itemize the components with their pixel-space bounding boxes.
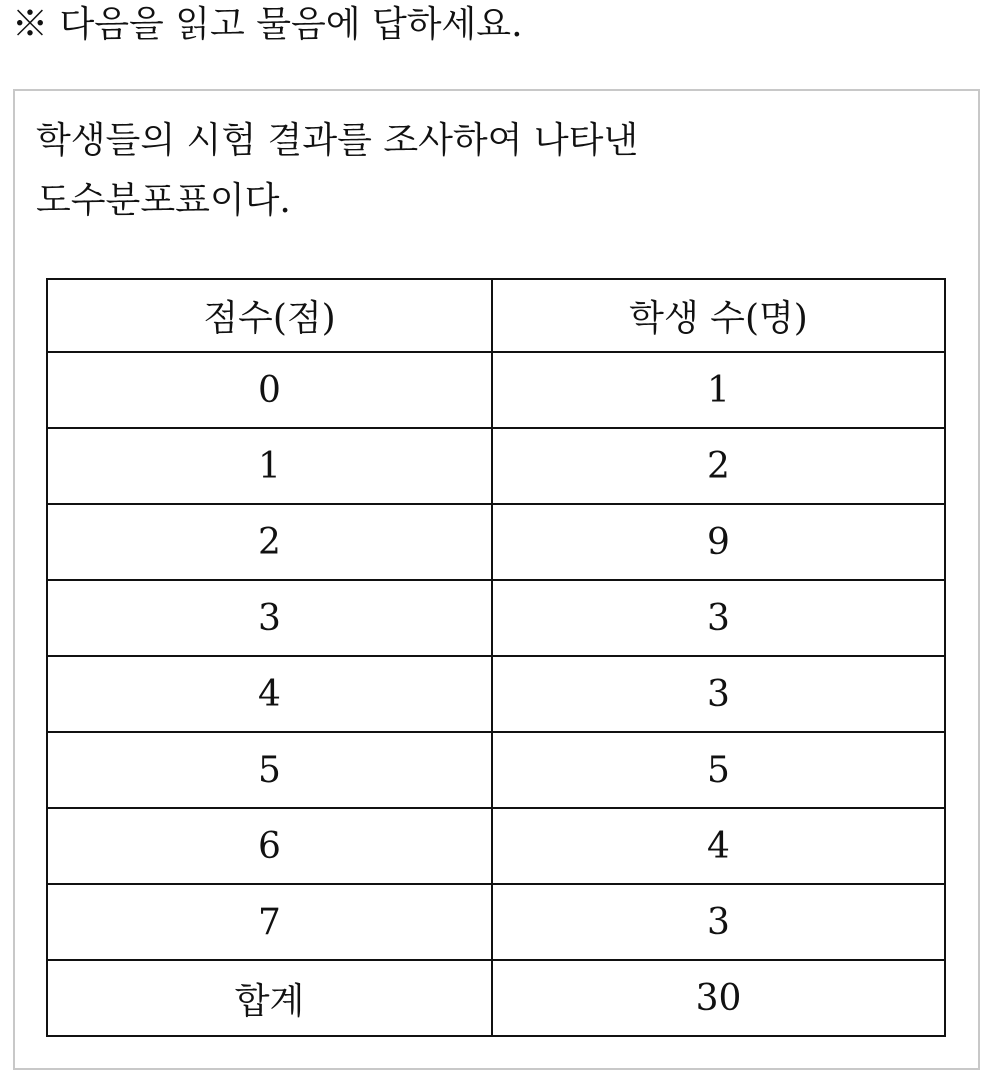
total-label-cell: 합계 [47,960,492,1036]
students-cell: 2 [492,428,945,504]
table-header-row [47,279,945,352]
table-row [47,352,945,428]
description-line-1: 학생들의 시험 결과를 조사하여 나타낸 [36,120,639,161]
instruction-text: ※ 다음을 읽고 물음에 답하세요. [12,4,523,45]
problem-description [36,111,638,231]
description-line-2: 도수분포표이다. [36,180,291,221]
score-cell: 6 [47,808,492,884]
score-cell: 5 [47,732,492,808]
students-cell: 4 [492,808,945,884]
problem-box [13,89,980,1070]
table-row [47,428,945,504]
score-cell: 4 [47,656,492,732]
students-cell: 9 [492,504,945,580]
table-row [47,732,945,808]
students-cell: 3 [492,656,945,732]
table-row [47,504,945,580]
students-cell: 1 [492,352,945,428]
table-row [47,580,945,656]
score-cell: 2 [47,504,492,580]
frequency-table [46,278,946,1037]
score-cell: 7 [47,884,492,960]
header-score: 점수(점) [47,279,492,352]
header-students: 학생 수(명) [492,279,945,352]
table-row [47,656,945,732]
score-cell: 0 [47,352,492,428]
table-row [47,808,945,884]
students-cell: 5 [492,732,945,808]
score-cell: 3 [47,580,492,656]
table-total-row [47,960,945,1036]
total-students-cell: 30 [492,960,945,1036]
score-cell: 1 [47,428,492,504]
students-cell: 3 [492,580,945,656]
table-row [47,884,945,960]
students-cell: 3 [492,884,945,960]
